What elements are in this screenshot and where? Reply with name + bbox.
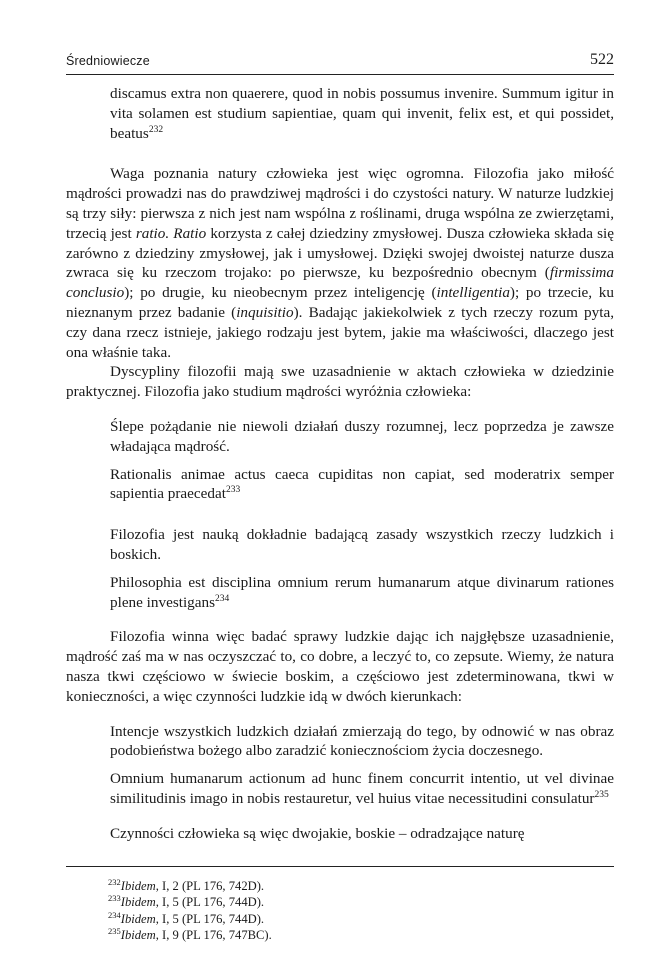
footnote-ref: 233 <box>225 485 241 496</box>
quote-polish-3: Intencje wszystkich ludzkich działań zmierzają do tego, by odnowić w nas obraz podobieństwa bożego albo zaradzić koniecznościom życia doczesnego. <box>110 722 614 760</box>
paragraph-philosophy-task: Filozofia winna więc badać sprawy ludzkie dając ich najgłębsze uzasadnienie, mądrość zaś ma w nas oczyszczać to, co dobre, a leczyć to, co zepsute. Wiemy, że natura nasza tkwi częściowo w świecie boskim, a częściowo jest zdeterminowana, tkwi w konieczności, a więc czynności ludzkie idą w dwóch kierunkach: <box>66 628 614 705</box>
footnote-divider <box>66 866 614 867</box>
footnote: $^{233}$Ibidem, I, 5 (PL 176, 744D). <box>108 893 265 910</box>
running-head: Średniowiecze <box>66 54 150 68</box>
footnote-ref: 232 <box>148 124 164 135</box>
page-body <box>66 84 614 844</box>
footnote: $^{234}$Ibidem, I, 5 (PL 176, 744D). <box>108 909 265 926</box>
page-number: 522 <box>590 51 614 68</box>
quote-polish-2: Filozofia jest nauką dokładnie badającą zasady wszystkich rzeczy ludzkich i boskich. <box>110 526 614 563</box>
footnote: $^{232}$Ibidem, I, 2 (PL 176, 742D). <box>108 877 265 893</box>
quote-polish-1: Ślepe pożądanie nie niewoli działań duszy rozumnej, lecz poprzedza je zawsze władająca mądrość. <box>110 417 614 455</box>
paragraph-human-nature: Waga poznania natury człowieka jest więc ogromna. Filozofia jako miłość mądrości prowadzi nas do prawdziwej mądrości i do czystości natury. W naturze ludzkiej są trzy siły: pierwsza z nich jest nam wspólna z roślinami, druga wspólna ze zwierzętami, trzecią jest ratio. Ratio korzysta z całej dziedziny zmysłowej. Dusza człowieka składa się zarówno z dziedziny zmysłowej, jak i umysłowej. Dzięki swojej dwoistej naturze dusza zwraca się ku rzeczom trojako: po pierwsze, ku bezpośrednio obecnym (firmissima conclusio); po drugie, ku nieobecnym przez inteligencję (intelligentia); po trzecie, ku nieznanym przez badanie (inquisitio). Badając jakiekolwiek z tych rzeczy rozum pyta, czy dana rzecz istnieje, jakiego rodzaju jest bytem, jakie ma właściwości, dlaczego jest ona właśnie taka. <box>66 165 615 361</box>
quote-polish-4: Czynności człowieka są więc dwojakie, boskie – odradzające naturę <box>110 824 525 842</box>
page-header <box>66 50 614 75</box>
paragraph-disciplines: Dyscypliny filozofii mają swe uzasadnienie w aktach człowieka w dziedzinie praktycznej. Filozofia jako studium mądrości wyróżnia człowieka: <box>66 363 614 401</box>
footnote-ref: 235 <box>594 789 609 800</box>
paragraph-latin-continuation: discamus extra non quaerere, quod in nobis possumus invenire. Summum igitur in vita solamen est studium sapientiae, quam qui invenit, felix est, et qui possidet, beatus$^{232}$ <box>110 85 614 142</box>
quote-latin-3: Omnium humanarum actionum ad hunc finem concurrit intentio, ut vel divinae similitudinis imago in nobis restauretur, vel huius vitae necessitudini consulatur$^{235}$ <box>110 770 614 807</box>
quote-latin-1: Rationalis animae actus caeca cupiditas non capiat, sed moderatrix semper sapientia praecedat$^{233}$ <box>110 465 614 503</box>
footnote: $^{235}$Ibidem, I, 9 (PL 176, 747BC). <box>108 926 272 943</box>
quote-latin-2: Philosophia est disciplina omnium rerum humanarum atque divinarum rationes plene investigans$^{234}$ <box>110 573 614 611</box>
footnote-ref: 234 <box>215 593 230 604</box>
footnotes <box>108 878 272 944</box>
